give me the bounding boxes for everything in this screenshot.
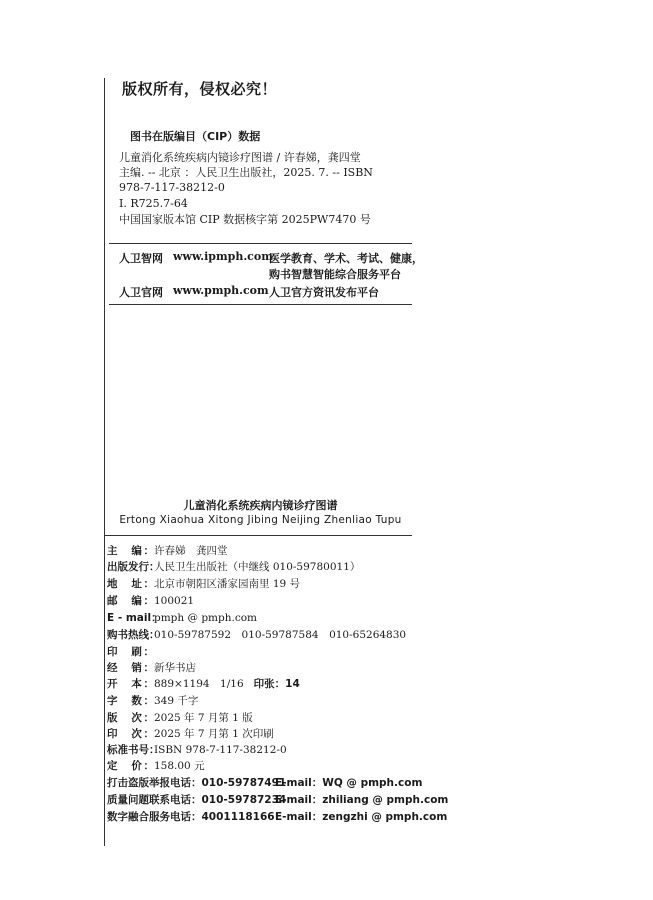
detail-label: 出版发行： [107,561,160,573]
detail-label: 印 刷： [107,646,154,658]
detail-label: 印 次： [107,728,154,740]
detail-label: 定 价： [107,760,154,772]
contact-row-piracy [107,775,423,790]
website-info-box [109,243,423,305]
detail-label: 字 数： [107,695,154,707]
contact-row-quality [107,792,449,807]
site-url-link[interactable]: www.pmph.com [173,284,269,297]
detail-row-edition [107,710,253,725]
site-description: 购书智慧智能综合服务平台 [269,268,401,281]
contact-email-link[interactable]: E-mail：zhiliang @ pmph.com [275,794,449,806]
detail-row-editor [107,543,228,558]
detail-value: 010-59787592 010-59787584 010-65264830 [154,629,407,641]
detail-label: 主 编： [107,545,154,557]
detail-label: 开 本： [107,678,154,690]
detail-label: 标准书号： [107,744,160,756]
detail-row-printing [107,726,274,741]
detail-value: 2025 年 7 月第 1 次印刷 [154,728,274,740]
site-description: 医学教育、学术、考试、健康， [269,252,423,265]
divider [104,535,412,536]
book-title: 儿童消化系统疾病内镜诊疗图谱 [183,499,338,512]
detail-label: 版 次： [107,712,154,724]
contact-row-digital [107,809,448,824]
site-name: 人卫智网 [119,252,163,265]
book-pinyin-title: Ertong Xiaohua Xitong Jibing Neijing Zhenliao Tupu [119,514,402,526]
contact-phone: 质量问题联系电话：010-59787234 [107,794,287,806]
copyright-notice: 版权所有，侵权必究！ [122,80,278,98]
cip-title: 图书在版编目（CIP）数据 [130,130,261,143]
detail-value: 889×1194 1/16 [154,678,244,690]
detail-value: 158.00 元 [154,760,205,772]
detail-value: ISBN 978-7-117-38212-0 [154,744,287,756]
detail-value: 北京市朝阳区潘家园南里 19 号 [154,578,301,590]
detail-value: 人民卫生出版社（中继线 010-59780011） [154,561,361,573]
detail-row-format [107,676,300,691]
contact-phone: 数字融合服务电话：4001118166 [107,811,275,823]
detail-row-address [107,576,300,591]
contact-email-link[interactable]: E-mail：WQ @ pmph.com [275,777,423,789]
cip-line: 主编. -- 北京 ：人民卫生出版社，2025. 7. -- ISBN [119,166,373,179]
detail-value: 许春娣 龚四堂 [154,545,228,557]
detail-value: 349 千字 [154,695,199,707]
cip-line: 儿童消化系统疾病内镜诊疗图谱 / 许春娣，龚四堂 [119,151,361,164]
site-description: 人卫官方资讯发布平台 [269,286,379,299]
detail-row-email [107,610,257,625]
site-name: 人卫官网 [119,286,163,299]
left-margin-rule [104,78,105,846]
detail-row-publisher [107,559,360,574]
detail-row-price [107,758,205,773]
detail-row-wordcount [107,693,198,708]
detail-value: pmph @ pmph.com [154,612,257,624]
detail-value: 新华书店 [154,662,196,674]
detail-row-postcode [107,593,194,608]
site-url-link[interactable]: www.ipmph.com [173,250,273,263]
detail-row-hotline [107,627,406,642]
contact-phone: 打击盗版举报电话：010-59787491 [107,777,287,789]
cip-line: Ⅰ. R725.7-64 [119,197,188,210]
detail-label: E - mail： [107,612,162,624]
cip-line: 中国国家版本馆 CIP 数据核字第 2025PW7470 号 [119,213,371,226]
detail-row-distributor [107,660,196,675]
cip-line: 978-7-117-38212-0 [119,181,225,194]
detail-label: 地 址： [107,578,154,590]
detail-row-printer [107,644,154,659]
detail-extra: 印张：14 [253,678,300,690]
detail-label: 购书热线： [107,629,160,641]
detail-label: 经 销： [107,662,154,674]
detail-value: 100021 [154,595,195,607]
detail-row-isbn [107,742,287,757]
detail-value: 2025 年 7 月第 1 版 [154,712,253,724]
contact-email-link[interactable]: E-mail：zengzhi @ pmph.com [275,811,448,823]
detail-label: 邮 编： [107,595,154,607]
